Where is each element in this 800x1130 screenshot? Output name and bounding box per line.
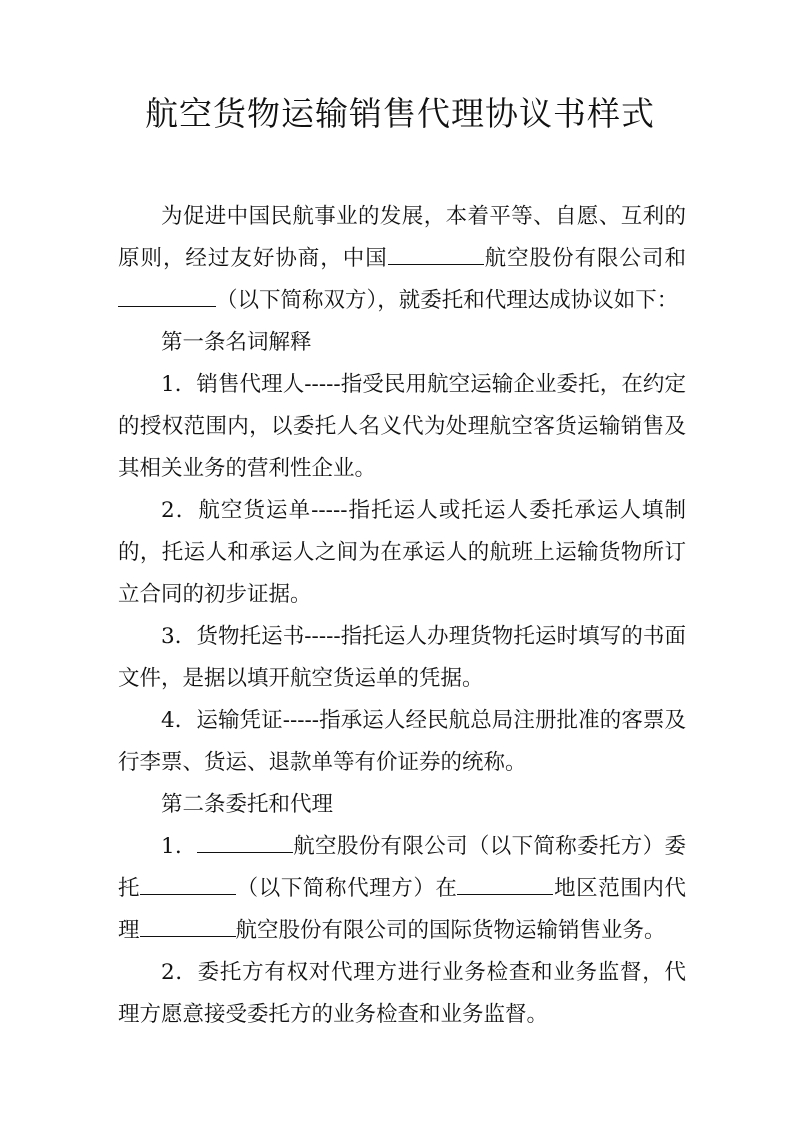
item1-text-4: 航空股份有限公司的国际货物运输销售业务。 [235, 918, 666, 943]
item1-text-3: 地区范围内代理 [118, 876, 686, 943]
item1-text-1: 航空股份有限公司（以下简称委托方）委托 [118, 834, 686, 901]
definition-item: 2．航空货运单-----指托运人或托运人委托承运人填制的，托运人和承运人之间为在承运人的航班上运输货物所订立合同的初步证据。 [118, 498, 686, 607]
blank-field [118, 288, 216, 307]
intro-text-1: 为促进中国民航事业的发展，本着平等、自愿、互利的原则，经过友好协商，中国 [118, 204, 686, 271]
item-number: 1． [161, 834, 197, 859]
definition-item: 1．销售代理人-----指受民用航空运输企业委托，在约定的授权范围内，以委托人名义代为处理航空客货运输销售及其相关业务的营利性企业。 [118, 372, 686, 481]
definition-item: 4．运输凭证-----指承运人经民航总局注册批准的客票及行李票、货运、退款单等有价证券的统称。 [118, 708, 686, 775]
article1-heading: 第一条名词解释 [161, 330, 312, 355]
article2-heading: 第二条委托和代理 [161, 792, 334, 817]
document-title: 航空货物运输销售代理协议书样式 [145, 94, 655, 133]
intro-text-3: （以下简称双方），就委托和代理达成协议如下： [216, 288, 679, 313]
intro-text-2: 航空股份有限公司和 [483, 246, 686, 271]
article2-item1 [118, 826, 686, 952]
blank-field [197, 834, 293, 853]
definition-item: 3．货物托运书-----指托运人办理货物托运时填写的书面文件，是据以填开航空货运单的凭据。 [118, 624, 686, 691]
article2-item2: 2．委托方有权对代理方进行业务检查和业务监督，代理方愿意接受委托方的业务检查和业务监督。 [118, 960, 686, 1027]
document-body [118, 196, 686, 1036]
blank-field [457, 876, 553, 895]
blank-field [140, 918, 236, 937]
intro-paragraph [118, 196, 686, 322]
blank-field [140, 876, 236, 895]
item1-text-2: （以下简称代理方）在 [236, 876, 458, 901]
blank-field [388, 246, 484, 265]
